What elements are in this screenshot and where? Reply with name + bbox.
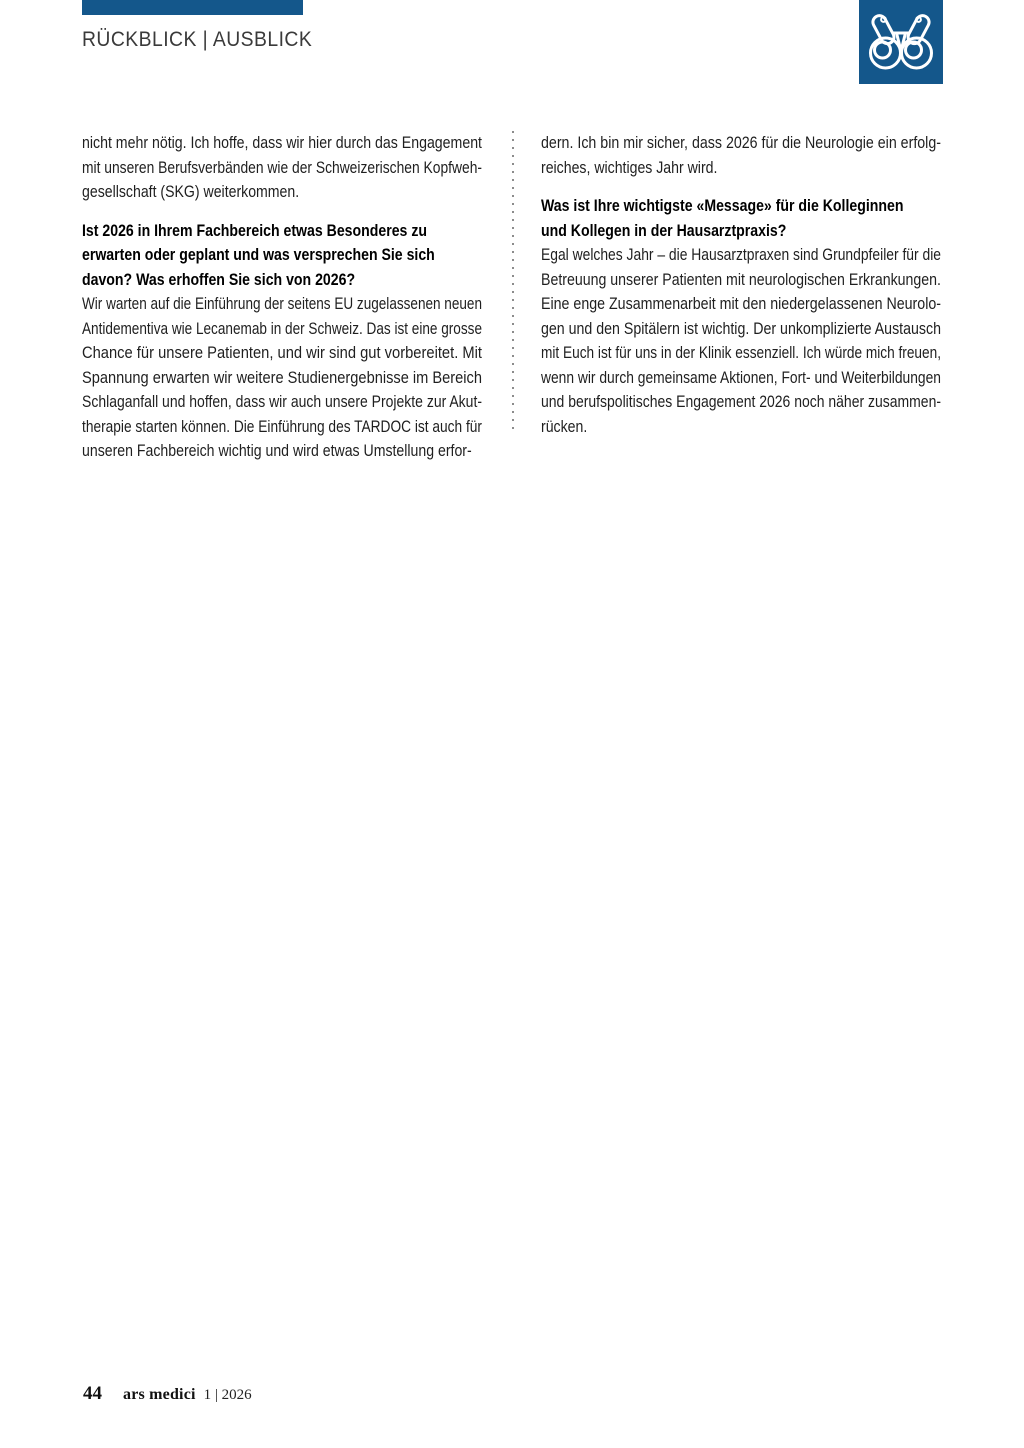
interview-answer xyxy=(541,131,941,180)
journal-name: ars medici xyxy=(123,1386,196,1403)
interview-answer xyxy=(541,243,941,439)
text-line: mit Euch ist für uns in der Klinik essenziell. Ich würde mich freuen, xyxy=(541,344,941,362)
text-line: Spannung erwarten wir weitere Studienergebnisse im Bereich xyxy=(82,368,482,387)
text-line: dern. Ich bin mir sicher, dass 2026 für die Neurologie ein erfolg- xyxy=(541,134,941,152)
text-line: Ist 2026 in Ihrem Fachbereich etwas Besonderes zu xyxy=(82,221,427,240)
text-line: wenn wir durch gemeinsame Aktionen, Fort- und Weiterbildungen xyxy=(541,368,941,387)
interview-answer xyxy=(82,292,482,464)
text-line: Antidementiva wie Lecanemab in der Schweiz. Das ist eine grosse xyxy=(82,319,482,338)
text-line: davon? Was erhoffen Sie sich von 2026? xyxy=(82,270,356,289)
binoculars-icon xyxy=(859,0,943,84)
text-line: rücken. xyxy=(541,417,588,436)
column-divider xyxy=(512,131,514,432)
text-line: erwarten oder geplant und was versprechen Sie sich xyxy=(82,246,435,264)
page-number: 44 xyxy=(83,1383,102,1404)
text-line: und berufspolitisches Engagement 2026 noch näher zusammen- xyxy=(541,393,941,411)
interview-answer xyxy=(82,131,482,205)
text-line: Schlaganfall und hoffen, dass wir auch unsere Projekte zur Akut- xyxy=(82,393,482,411)
text-line: Eine enge Zusammenarbeit mit den niedergelassenen Neurolo- xyxy=(541,295,941,313)
text-line: gen und den Spitälern ist wichtig. Der unkomplizierte Austausch xyxy=(541,319,941,338)
text-line: therapie starten können. Die Einführung des TARDOC ist auch für xyxy=(82,417,482,436)
accent-bar xyxy=(82,0,303,15)
text-line: Wir warten auf die Einführung der seitens EU zugelassenen neuen xyxy=(82,295,482,313)
issue-label: 1 | 2026 xyxy=(203,1387,252,1403)
section-icon-tile xyxy=(859,0,943,84)
page-footer xyxy=(83,1383,252,1405)
section-kicker: RÜCKBLICK | AUSBLICK xyxy=(82,27,313,51)
text-line: Was ist Ihre wichtigste «Message» für die Kolleginnen xyxy=(541,197,904,215)
interview-question xyxy=(541,194,941,243)
text-line: reiches, wichtiges Jahr wird. xyxy=(541,158,718,177)
text-line: unseren Fachbereich wichtig und wird etwas Umstellung erfor- xyxy=(82,442,472,460)
text-line: mit unseren Berufsverbänden wie der Schweizerischen Kopfweh- xyxy=(82,158,482,177)
text-line: Egal welches Jahr – die Hausarztpraxen sind Grundpfeiler für die xyxy=(541,246,941,264)
column-right xyxy=(541,131,941,439)
text-line: und Kollegen in der Hausarztpraxis? xyxy=(541,221,787,240)
text-line: Betreuung unserer Patienten mit neurologischen Erkrankungen. xyxy=(541,270,941,289)
text-line: Chance für unsere Patienten, und wir sind gut vorbereitet. Mit xyxy=(82,344,482,362)
column-left xyxy=(82,131,482,464)
text-line: gesellschaft (SKG) weiterkommen. xyxy=(82,183,300,201)
interview-question xyxy=(82,219,482,293)
text-line: nicht mehr nötig. Ich hoffe, dass wir hier durch das Engagement xyxy=(82,134,482,152)
